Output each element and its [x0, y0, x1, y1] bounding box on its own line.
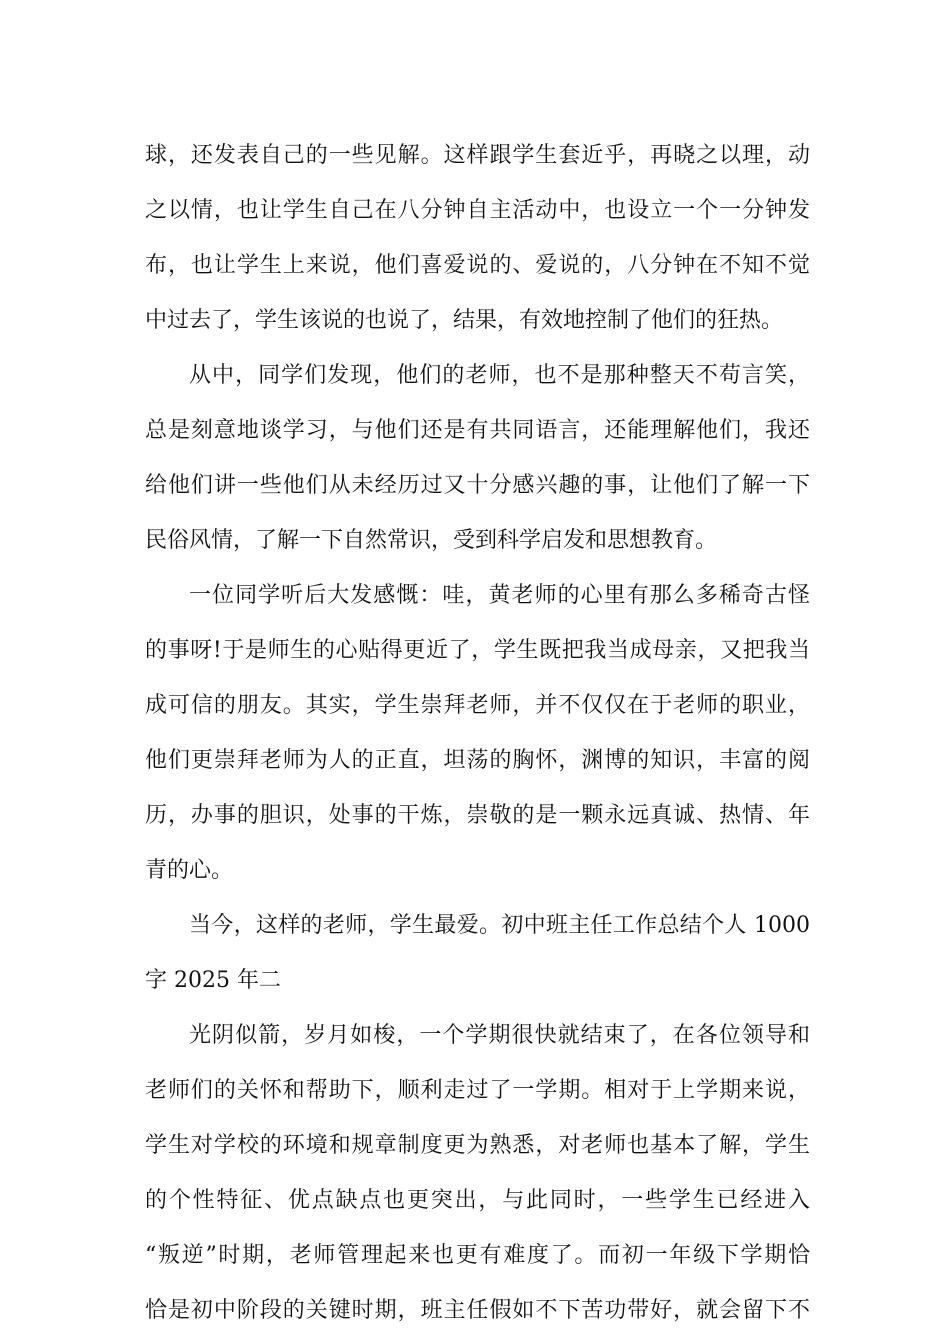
paragraph-3	[145, 568, 810, 898]
text-line: 学生对学校的环境和规章制度更为熟悉，对老师也基本了解，学生	[145, 1133, 810, 1158]
text-line: 老师们的关怀和帮助下，顺利走过了一学期。相对于上学期来说，	[145, 1078, 810, 1103]
text-line: 光阴似箭，岁月如梭，一个学期很快就结束了，在各位领导和	[189, 1023, 810, 1048]
text-line: 布，也让学生上来说，他们喜爱说的、爱说的，八分钟在不知不觉	[145, 253, 810, 278]
text-line: 他们更崇拜老师为人的正直，坦荡的胸怀，渊博的知识，丰富的阅	[145, 748, 810, 773]
text-line: 球，还发表自己的一些见解。这样跟学生套近乎，再晓之以理，动	[145, 143, 810, 168]
text-line: 中过去了，学生该说的也说了，结果，有效地控制了他们的狂热。	[145, 308, 784, 333]
paragraph-5	[145, 1008, 810, 1338]
text-line: 给他们讲一些他们从未经历过又十分感兴趣的事，让他们了解一下	[145, 473, 810, 498]
text-line: 一位同学听后大发感慨：哇，黄老师的心里有那么多稀奇古怪	[189, 583, 810, 608]
text-line: 民俗风情，了解一下自然常识，受到科学启发和思想教育。	[145, 528, 718, 553]
text-line: 成可信的朋友。其实，学生崇拜老师，并不仅仅在于老师的职业，	[145, 693, 810, 718]
text-line: 当今，这样的老师，学生最爱。初中班主任工作总结个人 1000	[189, 913, 810, 938]
text-line: 字 2025 年二	[145, 968, 281, 993]
paragraph-2	[145, 348, 810, 568]
text-line: “叛逆”时期，老师管理起来也更有难度了。而初一年级下学期恰	[145, 1243, 810, 1268]
document-body	[145, 128, 810, 1338]
text-line: 从中，同学们发现，他们的老师，也不是那种整天不苟言笑，	[189, 363, 810, 388]
text-line: 总是刻意地谈学习，与他们还是有共同语言，还能理解他们，我还	[145, 418, 810, 443]
paragraph-1	[145, 128, 810, 348]
text-line: 恰是初中阶段的关键时期，班主任假如不下苦功带好，就会留下不	[145, 1298, 810, 1323]
paragraph-4	[145, 898, 810, 1008]
text-line: 青的心。	[145, 858, 234, 883]
text-line: 历，办事的胆识，处事的干炼，崇敬的是一颗永远真诚、热情、年	[145, 803, 810, 828]
text-line: 之以情，也让学生自己在八分钟自主活动中，也设立一个一分钟发	[145, 198, 810, 223]
text-line: 的事呀!于是师生的心贴得更近了，学生既把我当成母亲，又把我当	[145, 638, 810, 663]
text-line: 的个性特征、优点缺点也更突出，与此同时，一些学生已经进入	[145, 1188, 810, 1213]
